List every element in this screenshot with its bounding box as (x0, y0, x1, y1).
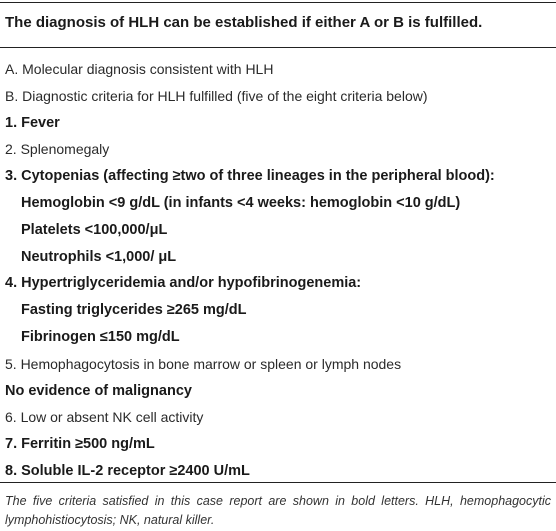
criteria-row: 4. Hypertriglyceridemia and/or hypofibrinogenemia: (5, 275, 362, 292)
criteria-row: Fibrinogen ≤150 mg/dL (21, 329, 180, 345)
criteria-row: B. Diagnostic criteria for HLH fulfilled (five of the eight criteria below) (5, 87, 428, 104)
criteria-row: No evidence of malignancy (5, 382, 192, 399)
table-header: The diagnosis of HLH can be established if either A or B is fulfilled. (5, 14, 483, 31)
table-footnote: The five criteria satisfied in this case report are shown in bold letters. HLH, hemophagocytic lymphohistiocytosis; NK, natural killer. (5, 494, 551, 527)
criteria-row: Fasting triglycerides ≥265 mg/dL (21, 302, 247, 319)
criteria-row: 6. Low or absent NK cell activity (5, 409, 204, 426)
criteria-row: 1. Fever (5, 114, 60, 131)
criteria-row: 8. Soluble IL-2 receptor ≥2400 U/mL (5, 463, 250, 479)
criteria-row: 2. Splenomegaly (5, 141, 110, 158)
criteria-row: 3. Cytopenias (affecting ≥two of three lineages in the peripheral blood): (5, 168, 495, 185)
criteria-row: Platelets <100,000/μL (21, 221, 168, 238)
table-bottom-rule (0, 482, 556, 483)
header-bottom-rule (0, 47, 556, 48)
criteria-row: 7. Ferritin ≥500 ng/mL (5, 436, 155, 453)
criteria-row: 5. Hemophagocytosis in bone marrow or spleen or lymph nodes (5, 355, 402, 372)
table-top-rule (0, 2, 556, 3)
criteria-row: Neutrophils <1,000/ μL (21, 248, 177, 265)
criteria-row: A. Molecular diagnosis consistent with HLH (5, 61, 274, 77)
criteria-row: Hemoglobin <9 g/dL (in infants <4 weeks: hemoglobin <10 g/dL) (21, 195, 461, 211)
